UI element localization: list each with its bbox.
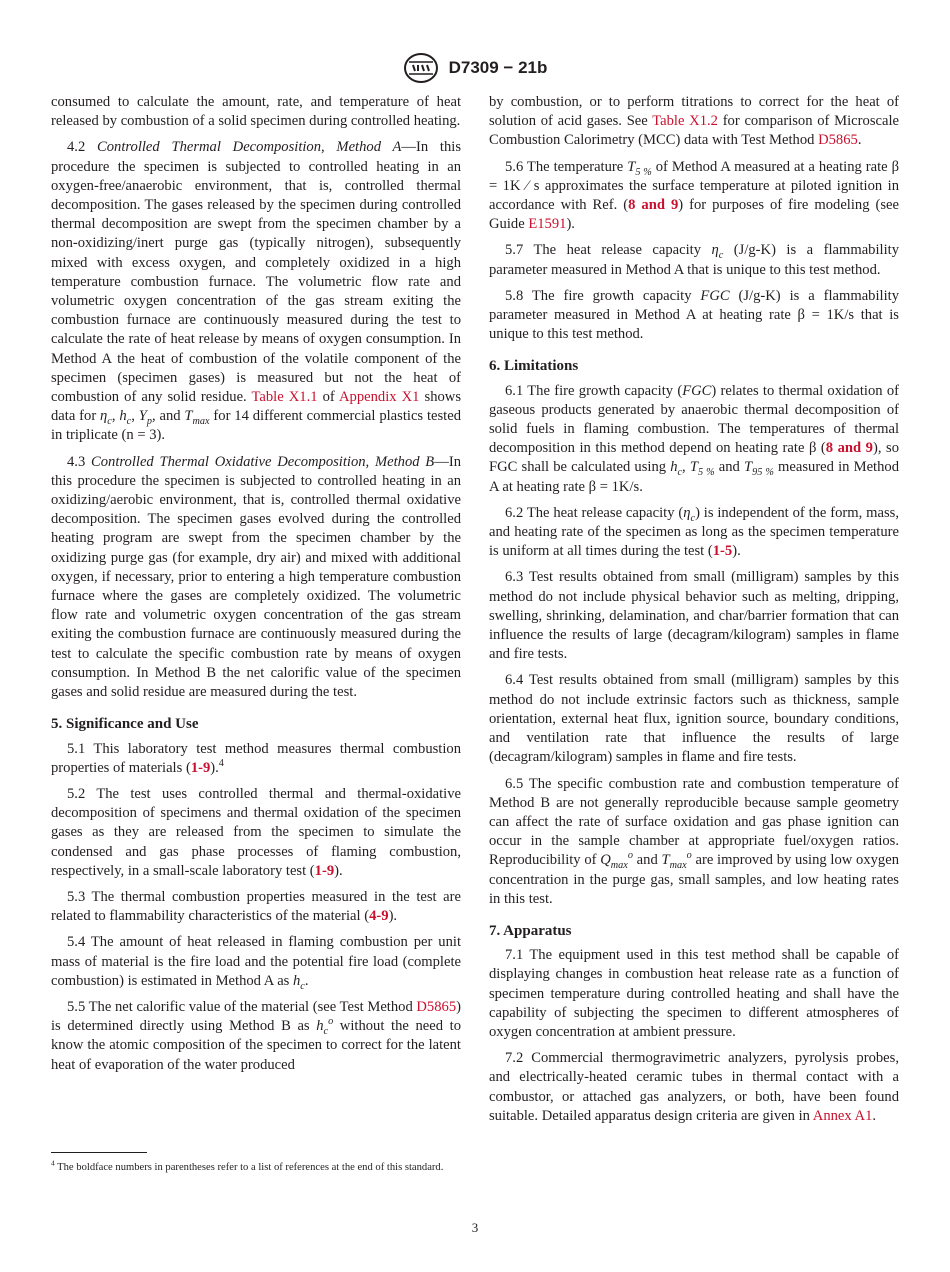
appendix-x1-link[interactable]: Appendix X1 xyxy=(339,389,420,406)
annex-a1-link[interactable]: Annex A1 xyxy=(812,1107,873,1124)
paragraph-4-2: 4.2 Controlled Thermal Decomposition, Method A—In this procedure the specimen is subjected to controlled heating in an oxygen-free/anaerobic environment, that is, controlled thermal decomposition. The gases released by the specimen during controlled thermal decomposition are swept from the specimen chamber by a non-oxidizing/inert purge gas (typically nitrogen), subsequently mixed with excess oxygen, and completely oxidized in a high temperature combustion furnace. The volumetric flow rate and volumetric oxygen concentration of the gas stream exiting the combustion furnace are continuously measured during the test to calculate the rate of heat release by means of oxygen consumption. In Method A the heat of combustion of the volatile component of the specimen (specimen gases) is measured but not the heat of combustion of any solid residue. Table X1.1 of Appendix X1 shows data for $\eta_c$, $h_c$, $Y_p$, and $T_{max}$ for 14 different commercial plastics tested in triplicate (n = 3). xyxy=(51,139,462,444)
reference-link[interactable]: 1-9 xyxy=(314,862,335,879)
paragraph-6-3: 6.3 Test results obtained from small (milligram) samples by this method do not include physical behavior such as melting, dripping, swelling, shrinking, delamination, and char/barrier formation that can influence the results of large (decagram/kilogram) samples in flame and fire tests. xyxy=(489,569,899,663)
standard-designation: D7309 − 21b xyxy=(448,58,548,77)
reference-link[interactable]: 1-9 xyxy=(190,759,211,776)
section-6-heading: 6. Limitations xyxy=(489,358,579,375)
paragraph-5-3: 5.3 The thermal combustion properties measured in the test are related to flammability characteristics of the material (4-9). xyxy=(51,888,461,925)
paragraph-5-4: 5.4 The amount of heat released in flaming combustion per unit mass of material is the fire load and the potential fire load (complete combustion) is estimated in Method A as $h_c$. xyxy=(51,934,461,992)
reference-link[interactable]: 8 and 9 xyxy=(825,440,873,457)
paragraph-5-1: 5.1 This laboratory test method measures thermal combustion properties of materials (1-9).$^4$ xyxy=(51,740,461,776)
section-5-heading: 5. Significance and Use xyxy=(51,716,199,733)
right-column xyxy=(489,93,899,1126)
page-header xyxy=(0,52,950,84)
paragraph-7-2: 7.2 Commercial thermogravimetric analyzers, pyrolysis probes, and electrically-heated ceramic tubes in thermal contact with a combustor, or attached gas analyzers, or both, have been found suitable. Detailed apparatus design criteria are given in Annex A1. xyxy=(489,1050,899,1124)
paragraph-7-1: 7.1 The equipment used in this test method shall be capable of displaying changes in combustion heat release rate as a function of specimen temperature during controlled heating and shall have the capability of subjecting the specimen to different atmospheres of oxygen concentration at ambient pressure. xyxy=(489,947,899,1040)
d5865-link[interactable]: D5865 xyxy=(416,998,457,1015)
footnote-divider xyxy=(51,1152,147,1153)
table-x1-1-link[interactable]: Table X1.1 xyxy=(251,389,318,406)
paragraph-6-1: 6.1 The fire growth capacity (FGC) relates to thermal oxidation of gaseous products generated by anaerobic thermal decomposition of solid fuels in flaming combustion. The temperatures of thermal decomposition in this method depend on heating rate β (8 and 9), so FGC shall be calculated using $h_c$, $T_{5 \%}$ and $T_{95 \%}$ measured in Method A at heating rate β = 1K/s. xyxy=(489,382,900,495)
footnote-number: 4 xyxy=(51,1158,55,1168)
reference-link[interactable]: 8 and 9 xyxy=(628,197,679,214)
section-7-heading: 7. Apparatus xyxy=(489,922,572,939)
e1591-link[interactable]: E1591 xyxy=(528,216,567,233)
paragraph-5-2: 5.2 The test uses controlled thermal and thermal-oxidative decomposition of specimens and thermal oxidation of the specimen gases as they are released from the specimen to simulate the condensed and gas phase processes of flaming combustion, respectively, in a small-scale laboratory test (1-9). xyxy=(51,785,461,879)
left-column xyxy=(51,93,461,1075)
paragraph-5-5-continued: by combustion, or to perform titrations to correct for the heat of solution of acid gases. See Table X1.2 for comparison of Microscale Combustion Calorimetry (MCC) data with Test Method D5865. xyxy=(489,94,899,149)
table-x1-2-link[interactable]: Table X1.2 xyxy=(652,113,718,130)
paragraph-5-8: 5.8 The fire growth capacity FGC (J/g-K) is a flammability parameter measured in Method A at heating rate β = 1K/s that is unique to this test method. xyxy=(489,287,899,343)
astm-logo-icon xyxy=(403,52,439,84)
page-number: 3 xyxy=(471,1220,479,1235)
paragraph-5-7: 5.7 The heat release capacity $\eta_c$ (J/g-K) is a flammability parameter measured in Method A that is unique to this test method. xyxy=(489,242,899,278)
d5865-link[interactable]: D5865 xyxy=(818,132,858,149)
footnote-mark: 4 xyxy=(218,757,224,769)
reference-link[interactable]: 1-5 xyxy=(712,543,733,560)
paragraph-6-2: 6.2 The heat release capacity $(\eta_c)$ is independent of the form, mass, and heating rate of the specimen as long as the specimen temperature is uniform at all times during the test (1-5). xyxy=(489,504,899,560)
paragraph-4-3: 4.3 Controlled Thermal Oxidative Decomposition, Method B—In this procedure the specimen is subjected to controlled heating in an oxidizing/aerobic environment, that is, controlled thermal oxidative decomposition. The specimen gases evolved during the controlled heating program are swept from the specimen chamber by the oxidizing purge gas (for example, dry air) and mixed with additional oxygen, if necessary, prior to entering a high temperature combustion furnace where the gases are completely oxidized. The volumetric flow rate and volumetric oxygen concentration of the gas stream exiting the combustion furnace are continuously measured during the test to calculate the specific combustion rate by means of oxygen consumption. In Method B the net calorific value of the specimen gases and solid residue are measured during the test. xyxy=(51,453,461,701)
paragraph-6-4: 6.4 Test results obtained from small (milligram) samples by this method do not include extrinsic factors such as thickness, sample orientation, external heat flux, ignition source, boundary conditions, and ventilation rate that influence the results of large (decagram/kilogram) samples in flame and fire tests. xyxy=(489,672,899,766)
paragraph-5-6: 5.6 The temperature $T_{5 \%}$ of Method A measured at a heating rate β = 1K ⁄ s approximates the surface temperature at piloted ignition in accordance with Ref. (8 and 9) for purposes of fire modeling (see Guide E1591). xyxy=(489,158,900,233)
paragraph-4-1-continued: consumed to calculate the amount, rate, and temperature of heat released by combustion of a solid specimen during controlled heating. xyxy=(51,94,461,130)
footnote: $^4$ The boldface numbers in parentheses refer to a list of references at the end of this standard. xyxy=(51,1158,444,1173)
paragraph-6-5: 6.5 The specific combustion rate and combustion temperature of Method B are not generally reproducible because sample geometry can affect the rate of surface oxidation and gas phase ignition can occur in the sample chamber at appropriate fuel/oxygen ratios. Reproducibility of $Q_{max}^o$ and $T_{max}^o$ are improved by using low oxygen concentration in the purge gas, small samples, and low heating rates in this test. xyxy=(489,775,899,907)
reference-link[interactable]: 4-9 xyxy=(369,908,389,925)
paragraph-5-5: 5.5 The net calorific value of the material (see Test Method D5865) is determined directly using Method B as $h_c^o$ without the need to know the atomic composition of the specimen to correct for the latent heat of evaporation of the water produced xyxy=(51,998,462,1073)
